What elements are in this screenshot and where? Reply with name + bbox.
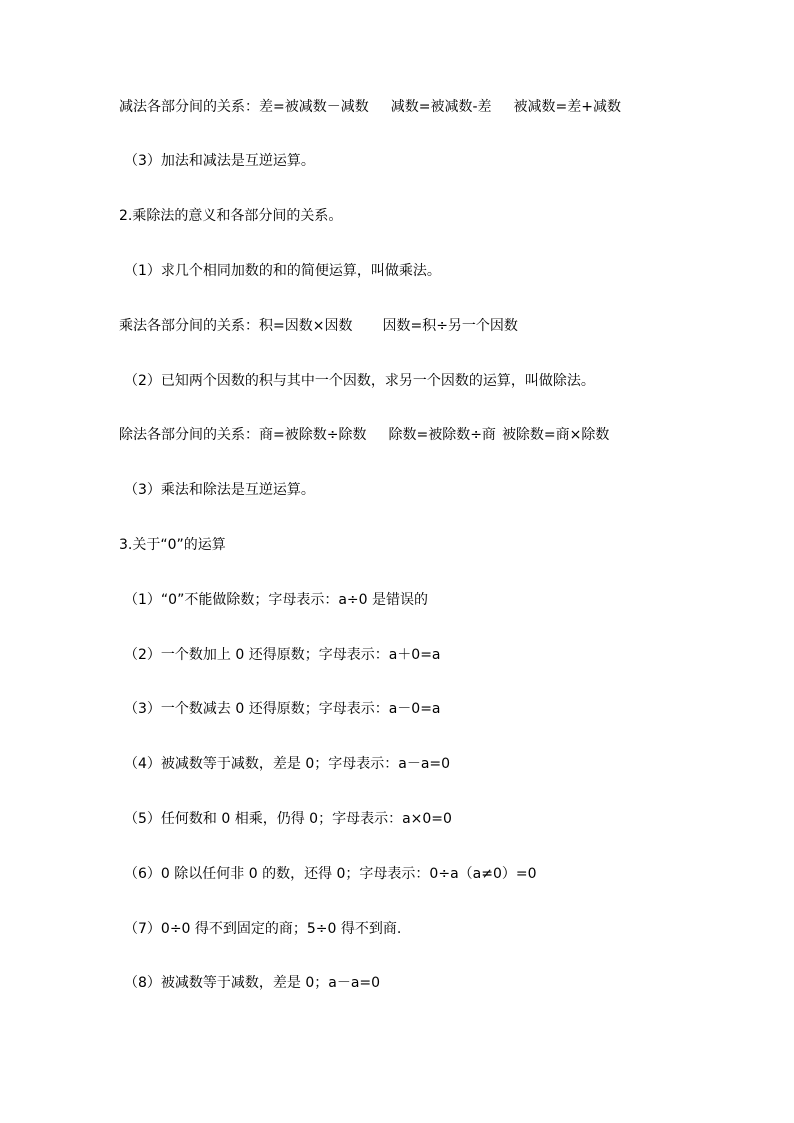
division-relation-dividend: 被除数=商×除数 (501, 427, 610, 443)
list-item: （6）0 除以任何非 0 的数，还得 0；字母表示：0÷a（a≠0）=0 (124, 866, 537, 882)
section-heading: 2.乘除法的意义和各部分间的关系。 (119, 208, 343, 224)
multiplication-relations-line (119, 315, 699, 337)
division-relation-divisor: 除数=被除数÷商 (388, 427, 496, 443)
subtraction-relation-minuend: 被减数=差+减数 (513, 99, 621, 115)
list-item: （5）任何数和 0 相乘，仍得 0；字母表示：a×0=0 (124, 811, 452, 827)
section-heading: 3.关于“0”的运算 (119, 537, 226, 553)
list-item: （7）0÷0 得不到固定的商；5÷0 得不到商. (124, 921, 402, 937)
division-relation-quotient: 除法各部分间的关系：商=被除数÷除数 (119, 427, 367, 443)
multiplication-relation-product: 乘法各部分间的关系：积=因数×因数 (119, 318, 353, 334)
list-item: （3）一个数减去 0 还得原数；字母表示：a－0=a (124, 701, 441, 717)
paragraph-line: （3）乘法和除法是互逆运算。 (124, 482, 315, 498)
multiplication-relation-factor: 因数=积÷另一个因数 (382, 318, 518, 334)
list-item: （8）被减数等于减数，差是 0；a－a=0 (124, 975, 381, 991)
subtraction-relation-difference: 减法各部分间的关系：差=被减数－减数 (119, 99, 369, 115)
list-item: （2）一个数加上 0 还得原数；字母表示：a＋0=a (124, 647, 441, 663)
list-item: （4）被减数等于减数，差是 0；字母表示：a－a=0 (124, 756, 451, 772)
subtraction-relation-subtrahend: 减数=被减数-差 (390, 99, 492, 115)
list-item: （1）“0”不能做除数；字母表示：a÷0 是错误的 (124, 592, 428, 608)
paragraph-line: （1）求几个相同加数的和的简便运算，叫做乘法。 (124, 263, 441, 279)
paragraph-line: （3）加法和减法是互逆运算。 (124, 153, 315, 169)
subtraction-relations-line (119, 96, 699, 118)
division-relations-line (119, 424, 699, 446)
paragraph-line: （2）已知两个因数的积与其中一个因数，求另一个因数的运算，叫做除法。 (124, 373, 595, 389)
